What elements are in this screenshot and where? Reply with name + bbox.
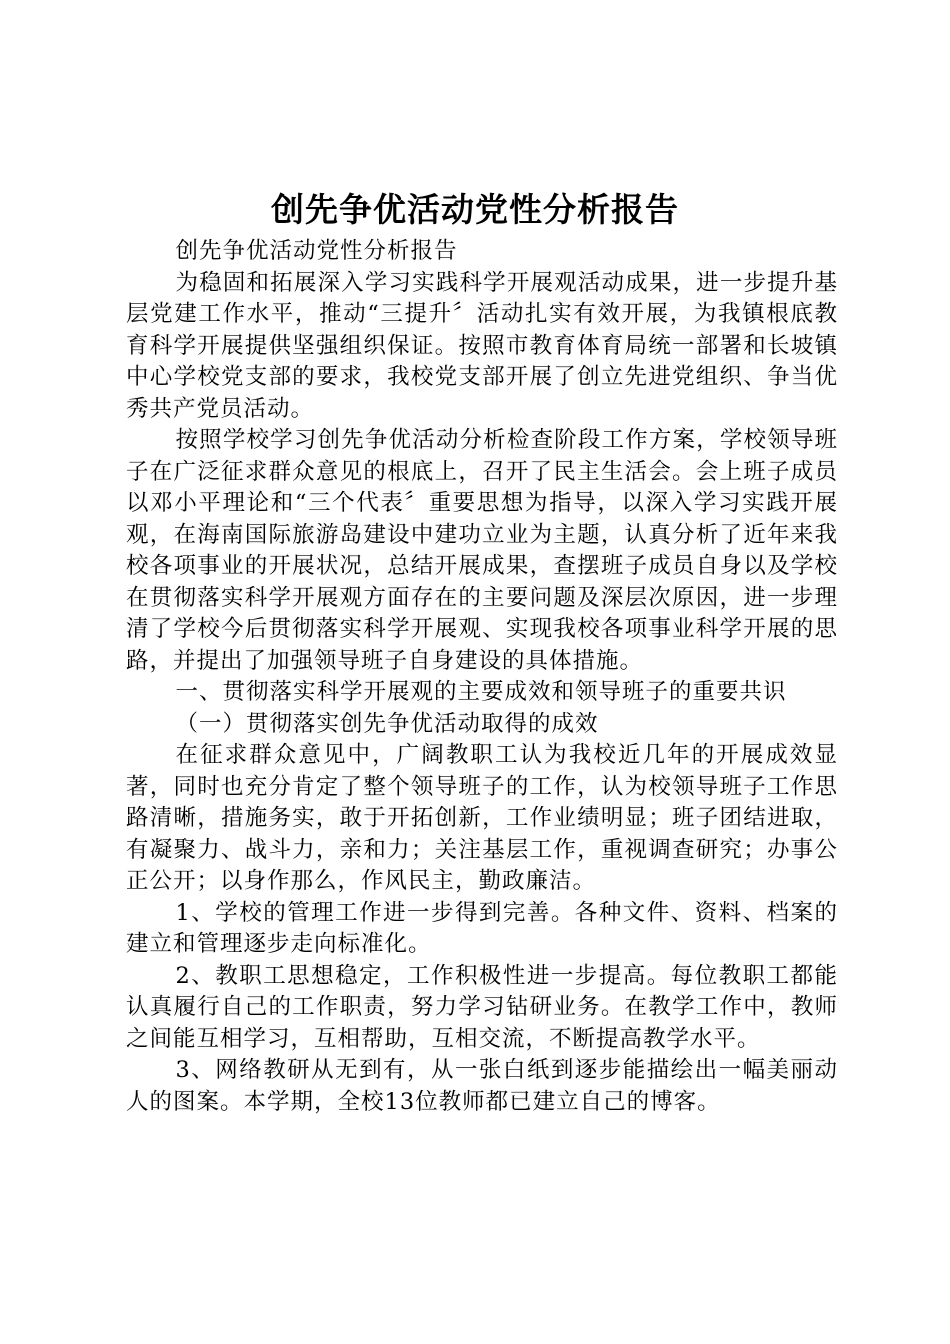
document-title: 创先争优活动党性分析报告: [271, 190, 679, 229]
list-item: 1、学校的管理工作进一步得到完善。各种文件、资料、档案的建立和管理逐步走向标准化。: [126, 899, 838, 957]
section-heading: 一、贯彻落实科学开展观的主要成效和领导班子的重要共识: [175, 679, 787, 705]
list-item: 2、教职工思想稳定，工作积极性进一步提高。每位教职工都能认真履行自己的工作职责，努力学习钻研业务。在教学工作中，教师之间能互相学习，互相帮助，互相交流，不断提高教学水平。: [126, 962, 838, 1052]
paragraph-subtitle: 创先争优活动党性分析报告: [175, 238, 458, 264]
paragraph: 为稳固和拓展深入学习实践科学开展观活动成果，进一步提升基层党建工作水平，推动“三提升〞活动扎实有效开展，为我镇根底教育科学开展提供坚强组织保证。按照市教育体育局统一部署和长坡镇中心学校党支部的要求，我校党支部开展了创立先进党组织、争当优秀共产党员活动。: [126, 269, 838, 422]
list-item: 3、网络教研从无到有，从一张白纸到逐步能描绘出一幅美丽动人的图案。本学期，全校13位教师都已建立自己的博客。: [126, 1057, 838, 1115]
document-body: [126, 236, 838, 1118]
paragraph: 在征求群众意见中，广阔教职工认为我校近几年的开展成效显著，同时也充分肯定了整个领导班子的工作，认为校领导班子工作思路清晰，措施务实，敢于开拓创新，工作业绩明显；班子团结进取，有凝聚力、战斗力，亲和力；关注基层工作，重视调查研究；办事公正公开；以身作那么，作风民主，勤政廉洁。: [126, 742, 838, 894]
subsection-heading: （一）贯彻落实创先争优活动取得的成效: [175, 710, 599, 737]
paragraph: 按照学校学习创先争优活动分析检查阶段工作方案，学校领导班子在广泛征求群众意见的根底上，召开了民主生活会。会上班子成员以邓小平理论和“三个代表〞重要思想为指导，以深入学习实践开展观，在海南国际旅游岛建设中建功立业为主题，认真分析了近年来我校各项事业的开展状况，总结开展成果，查摆班子成员自身以及学校在贯彻落实科学开展观方面存在的主要问题及深层次原因，进一步理清了学校今后贯彻落实科学开展观、实现我校各项事业科学开展的思路，并提出了加强领导班子自身建设的具体措施。: [126, 427, 838, 674]
